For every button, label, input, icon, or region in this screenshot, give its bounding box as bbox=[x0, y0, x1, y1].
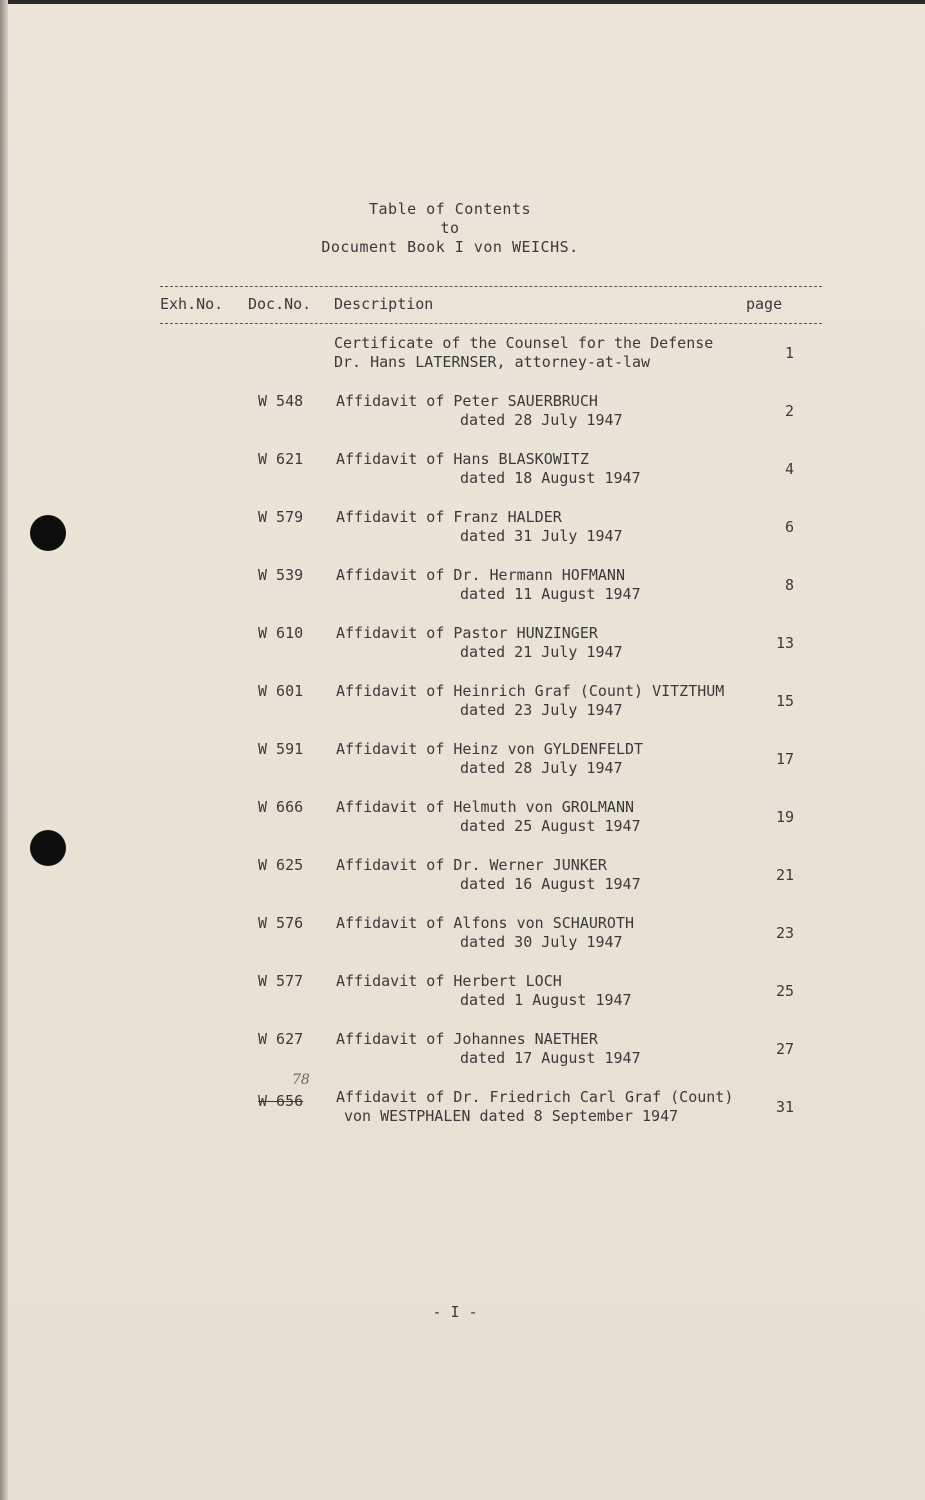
entry-date: dated 1 August 1947 bbox=[460, 991, 632, 1009]
handwritten-correction: 78 bbox=[292, 1072, 310, 1088]
entry-description: Affidavit of Peter SAUERBRUCH bbox=[336, 392, 598, 410]
entry-page: 21 bbox=[775, 866, 794, 884]
entry-date: dated 25 August 1947 bbox=[460, 817, 641, 835]
entry-page: 25 bbox=[775, 982, 794, 1000]
entry-description: Affidavit of Pastor HUNZINGER bbox=[336, 624, 598, 642]
entry-doc-no: W 539 bbox=[258, 566, 304, 584]
entry-date: dated 16 August 1947 bbox=[460, 875, 641, 893]
entry-description: Affidavit of Franz HALDER bbox=[336, 508, 562, 526]
entry-page: 4 bbox=[784, 460, 794, 478]
entry-doc-no: W 666 bbox=[258, 798, 304, 816]
entry-doc-no: W 576 bbox=[258, 914, 304, 932]
entry-page: 17 bbox=[775, 750, 794, 768]
entry-description: Affidavit of Johannes NAETHER bbox=[336, 1030, 598, 1048]
entry-date: dated 31 July 1947 bbox=[460, 527, 623, 545]
scan-top-edge bbox=[0, 0, 925, 4]
entry-date: dated 17 August 1947 bbox=[460, 1049, 641, 1067]
entry-description: Affidavit of Dr. Friedrich Carl Graf (Count) bbox=[336, 1088, 734, 1106]
toc-entry bbox=[0, 914, 925, 954]
entry-description: Affidavit of Herbert LOCH bbox=[336, 972, 562, 990]
entry-description: Affidavit of Heinrich Graf (Count) VITZTHUM bbox=[336, 682, 725, 700]
entry-date: dated 21 July 1947 bbox=[460, 643, 623, 661]
entry-date: dated 30 July 1947 bbox=[460, 933, 623, 951]
entry-description-cont: Dr. Hans LATERNSER, attorney-at-law bbox=[334, 353, 651, 371]
entry-page: 15 bbox=[775, 692, 794, 710]
entry-description-cont: von WESTPHALEN dated 8 September 1947 bbox=[344, 1107, 679, 1125]
entry-description: Affidavit of Heinz von GYLDENFELDT bbox=[336, 740, 644, 758]
entry-doc-no: W 579 bbox=[258, 508, 304, 526]
entry-page: 8 bbox=[784, 576, 794, 594]
header-doc-no: Doc.No. bbox=[248, 295, 312, 313]
entry-page: 6 bbox=[784, 518, 794, 536]
entry-doc-no: W 577 bbox=[258, 972, 304, 990]
entry-description: Affidavit of Alfons von SCHAUROTH bbox=[336, 914, 635, 932]
entry-doc-no: W 627 bbox=[258, 1030, 304, 1048]
toc-entry bbox=[0, 740, 925, 780]
title-line: to bbox=[440, 219, 460, 237]
toc-entry bbox=[0, 450, 925, 490]
entry-date: dated 23 July 1947 bbox=[460, 701, 623, 719]
entry-page: 2 bbox=[784, 402, 794, 420]
title-line: Table of Contents bbox=[368, 200, 532, 218]
entry-doc-no: W 601 bbox=[258, 682, 304, 700]
header-description: Description bbox=[334, 295, 434, 313]
entry-page: 19 bbox=[775, 808, 794, 826]
entry-page: 31 bbox=[775, 1098, 794, 1116]
toc-entry bbox=[0, 798, 925, 838]
entry-date: dated 18 August 1947 bbox=[460, 469, 641, 487]
toc-entry bbox=[0, 1088, 925, 1128]
toc-entry bbox=[0, 508, 925, 548]
entry-doc-no: W 591 bbox=[258, 740, 304, 758]
entry-page: 13 bbox=[775, 634, 794, 652]
title-line: Document Book I von WEICHS. bbox=[321, 238, 579, 256]
entry-date: dated 28 July 1947 bbox=[460, 411, 623, 429]
entry-doc-no: W 621 bbox=[258, 450, 304, 468]
entry-description: Affidavit of Hans BLASKOWITZ bbox=[336, 450, 589, 468]
header-exh-no: Exh.No. bbox=[160, 295, 224, 313]
entry-description: Certificate of the Counsel for the Defense bbox=[334, 334, 714, 352]
entry-page: 23 bbox=[775, 924, 794, 942]
entry-doc-no: W 656 bbox=[258, 1092, 304, 1110]
page-number-footer: - I - bbox=[432, 1303, 478, 1321]
toc-entry bbox=[0, 856, 925, 896]
toc-entry-certificate bbox=[0, 334, 925, 374]
entry-doc-no: W 625 bbox=[258, 856, 304, 874]
toc-entry bbox=[0, 1030, 925, 1070]
divider bbox=[160, 323, 822, 324]
entry-doc-no: W 610 bbox=[258, 624, 304, 642]
entry-description: Affidavit of Dr. Werner JUNKER bbox=[336, 856, 607, 874]
toc-entry bbox=[0, 392, 925, 432]
toc-entry bbox=[0, 566, 925, 606]
entry-description: Affidavit of Dr. Hermann HOFMANN bbox=[336, 566, 625, 584]
entry-doc-no: W 548 bbox=[258, 392, 304, 410]
toc-entry bbox=[0, 624, 925, 664]
toc-entry bbox=[0, 682, 925, 722]
header-page: page bbox=[746, 295, 783, 313]
divider bbox=[160, 286, 822, 287]
entry-date: dated 11 August 1947 bbox=[460, 585, 641, 603]
entry-page: 27 bbox=[775, 1040, 794, 1058]
toc-entry bbox=[0, 972, 925, 1012]
entry-description: Affidavit of Helmuth von GROLMANN bbox=[336, 798, 635, 816]
entry-page: 1 bbox=[784, 344, 794, 362]
entry-date: dated 28 July 1947 bbox=[460, 759, 623, 777]
